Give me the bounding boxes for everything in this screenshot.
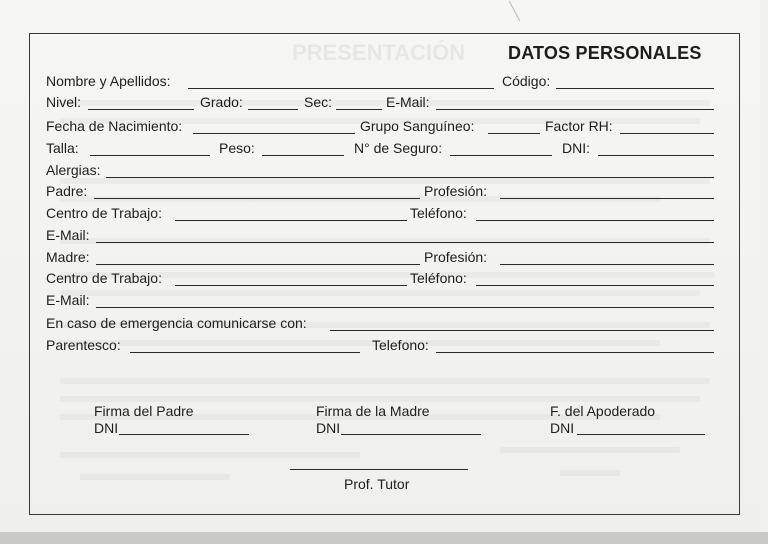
field-email-padre[interactable] <box>96 242 714 243</box>
field-peso[interactable] <box>262 155 344 156</box>
label-profesion-madre: Profesión: <box>424 249 488 265</box>
label-profesion-padre: Profesión: <box>424 183 488 199</box>
label-fecha-nacimiento: Fecha de Nacimiento: <box>46 118 183 134</box>
field-grado[interactable] <box>248 109 298 110</box>
field-telefono-emergencia[interactable] <box>436 352 714 353</box>
field-seguro[interactable] <box>450 155 552 156</box>
field-sec[interactable] <box>336 109 382 110</box>
field-factor-rh[interactable] <box>620 133 714 134</box>
label-dni: DNI: <box>562 140 590 156</box>
label-email-padre: E-Mail: <box>46 227 90 243</box>
label-grado: Grado: <box>200 94 243 110</box>
field-nivel[interactable] <box>88 109 194 110</box>
signature-apoderado-label: F. del Apoderado <box>550 403 656 419</box>
signature-tutor-line[interactable] <box>290 469 468 470</box>
field-talla[interactable] <box>90 155 210 156</box>
label-email-madre: E-Mail: <box>46 292 90 308</box>
label-sec: Sec: <box>304 94 333 110</box>
label-parentesco: Parentesco: <box>46 337 121 353</box>
label-alergias: Alergias: <box>46 162 101 178</box>
label-talla: Talla: <box>46 140 79 156</box>
label-nombre: Nombre y Apellidos: <box>46 73 171 89</box>
label-email: E-Mail: <box>386 94 430 110</box>
form-title: DATOS PERSONALES <box>508 43 702 63</box>
signature-madre-label: Firma de la Madre <box>316 403 430 419</box>
field-trabajo-padre[interactable] <box>175 220 407 221</box>
field-email[interactable] <box>436 109 714 110</box>
signature-tutor-label: Prof. Tutor <box>344 476 410 492</box>
label-emergencia: En caso de emergencia comunicarse con: <box>46 315 307 331</box>
field-madre[interactable] <box>96 264 420 265</box>
signature-apoderado-dni-label: DNI <box>550 420 575 436</box>
label-madre: Madre: <box>46 249 90 265</box>
label-grupo-sanguineo: Grupo Sanguíneo: <box>360 118 475 134</box>
field-grupo-sanguineo[interactable] <box>488 133 540 134</box>
field-nombre[interactable] <box>188 88 494 89</box>
field-emergencia[interactable] <box>330 330 714 331</box>
label-seguro: N° de Seguro: <box>354 140 443 156</box>
signature-madre-dni-label: DNI <box>316 420 341 436</box>
field-profesion-padre[interactable] <box>500 198 714 199</box>
scan-edge <box>0 532 768 544</box>
signature-madre-dni-field[interactable] <box>341 434 481 435</box>
signature-padre-label: Firma del Padre <box>94 403 194 419</box>
signature-padre-dni-field[interactable] <box>119 434 249 435</box>
field-fecha-nacimiento[interactable] <box>193 133 355 134</box>
label-codigo: Código: <box>502 73 551 89</box>
field-telefono-madre[interactable] <box>476 285 714 286</box>
scan-mark <box>509 1 520 21</box>
field-profesion-madre[interactable] <box>500 264 714 265</box>
signature-padre-dni-label: DNI <box>94 420 119 436</box>
field-parentesco[interactable] <box>130 352 360 353</box>
label-nivel: Nivel: <box>46 94 82 110</box>
field-telefono-padre[interactable] <box>476 220 714 221</box>
label-trabajo-madre: Centro de Trabajo: <box>46 270 162 286</box>
label-telefono-madre: Teléfono: <box>410 270 467 286</box>
label-padre: Padre: <box>46 183 88 199</box>
field-trabajo-madre[interactable] <box>175 285 407 286</box>
label-factor-rh: Factor RH: <box>545 118 613 134</box>
field-padre[interactable] <box>94 198 420 199</box>
label-telefono-padre: Teléfono: <box>410 205 467 221</box>
field-dni[interactable] <box>598 155 714 156</box>
field-email-madre[interactable] <box>96 307 714 308</box>
bleed-through-heading: PRESENTACIÓN <box>292 40 466 65</box>
signature-apoderado-dni-field[interactable] <box>577 434 705 435</box>
field-codigo[interactable] <box>556 88 714 89</box>
field-alergias[interactable] <box>106 177 714 178</box>
label-peso: Peso: <box>219 140 255 156</box>
label-telefono-emergencia: Telefono: <box>372 337 429 353</box>
label-trabajo-padre: Centro de Trabajo: <box>46 205 162 221</box>
